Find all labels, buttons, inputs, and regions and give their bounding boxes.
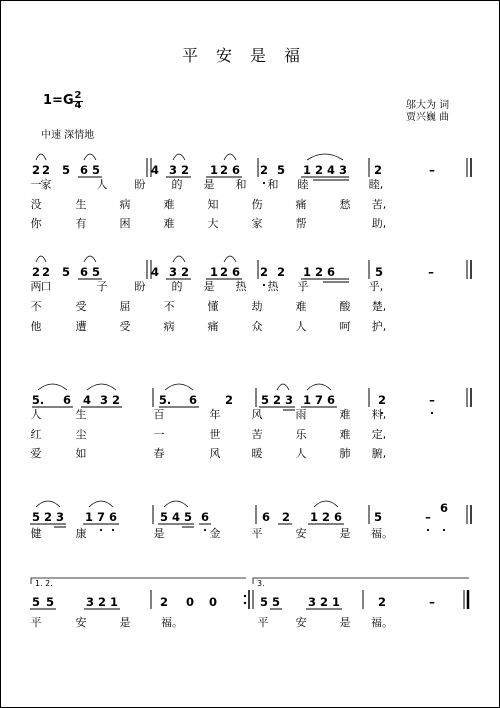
- lyric-syllable: 金: [209, 527, 221, 540]
- lyric-syllable: 平: [30, 616, 42, 629]
- lyric-syllable: 酸: [339, 300, 351, 313]
- note: 2: [219, 163, 229, 177]
- note: 2: [180, 265, 190, 279]
- note: 5: [276, 163, 286, 177]
- lyric-syllable: 口: [40, 280, 52, 293]
- lyric-syllable: 屈: [119, 300, 131, 313]
- note: 6: [79, 163, 89, 177]
- lyric-syllable: 是: [203, 178, 215, 191]
- lyric-syllable: 和: [235, 178, 247, 191]
- note: 2: [314, 163, 324, 177]
- song-title: 平安是福: [181, 46, 318, 65]
- note: 2: [314, 265, 324, 279]
- time-signature-bottom: 4: [74, 100, 82, 111]
- note: 5: [260, 393, 270, 407]
- lyric-syllable: 福。: [371, 527, 393, 540]
- lyric-syllable: 难: [295, 300, 307, 313]
- lyric-syllable: 福。: [371, 616, 393, 629]
- lyric-syllable: 春: [153, 447, 165, 460]
- lyric-syllable: 如: [75, 447, 87, 460]
- lyric-syllable: 乎,: [368, 280, 384, 293]
- note: 7: [314, 393, 324, 407]
- note: 1: [109, 595, 119, 609]
- note: 5: [271, 595, 281, 609]
- lyric-syllable: 年: [209, 408, 221, 421]
- note: 2: [224, 393, 234, 407]
- lyric-syllable: 人: [295, 320, 307, 333]
- lyric-syllable: 风: [209, 447, 221, 460]
- note: 2: [31, 265, 41, 279]
- lyric-syllable: 一: [153, 428, 165, 441]
- note: 3: [85, 595, 95, 609]
- lyric-syllable: 呵: [339, 320, 351, 333]
- note: 5: [61, 163, 71, 177]
- lyric-syllable: 定,: [371, 428, 387, 441]
- lyric-syllable: 人: [96, 178, 108, 191]
- lyric-syllable: 睦: [297, 178, 309, 191]
- note: 5: [31, 510, 41, 524]
- note: 6: [108, 510, 118, 524]
- lyric-syllable: 两: [30, 280, 42, 293]
- note: 2: [373, 163, 383, 177]
- lyric-syllable: 乎: [297, 280, 309, 293]
- volta-label-third: 3.: [257, 579, 265, 588]
- lyric-syllable: 他: [30, 320, 42, 333]
- note: 5: [31, 595, 41, 609]
- note: 6: [79, 265, 89, 279]
- lyric-syllable: 是: [119, 616, 131, 629]
- lyric-syllable: 不: [30, 300, 42, 313]
- lyric-syllable: 知: [207, 198, 219, 211]
- lyric-syllable: 安: [75, 616, 87, 629]
- note: 4: [326, 163, 336, 177]
- lyric-syllable: 愁: [339, 198, 351, 211]
- note: 2: [180, 163, 190, 177]
- note: 5: [374, 265, 384, 279]
- note: 6: [200, 510, 210, 524]
- note: 6: [188, 393, 198, 407]
- note: 3: [168, 265, 178, 279]
- lyric-syllable: 不: [163, 300, 175, 313]
- lyric-syllable: 盼: [134, 280, 146, 293]
- note: 1: [209, 265, 219, 279]
- lyric-syllable: 热: [235, 280, 247, 293]
- note: 1: [302, 393, 312, 407]
- note: 5: [373, 510, 383, 524]
- lyric-syllable: 暖: [251, 447, 263, 460]
- lyricist-credit: 邬大为 词: [406, 100, 450, 111]
- lyric-syllable: 遭: [75, 320, 87, 333]
- note: 2: [31, 163, 41, 177]
- note: 1: [302, 163, 312, 177]
- note: 5: [91, 265, 101, 279]
- lyric-syllable: 的: [171, 280, 183, 293]
- lyric-syllable: 健: [30, 527, 42, 540]
- lyric-syllable: 大: [207, 217, 219, 230]
- lyric-syllable: 没: [30, 198, 42, 211]
- lyric-syllable: 生: [75, 408, 87, 421]
- lyric-syllable: 痛: [295, 198, 307, 211]
- tempo-marking: 中速 深情地: [41, 130, 95, 141]
- lyric-syllable: 肺: [339, 447, 351, 460]
- lyric-syllable: 百: [153, 408, 165, 421]
- note: 2: [159, 595, 169, 609]
- note: –: [429, 163, 435, 177]
- note: 3: [99, 393, 109, 407]
- note: –: [429, 595, 435, 609]
- lyric-syllable: 众: [251, 320, 263, 333]
- time-signature-top: 2: [74, 90, 82, 101]
- note: 2: [321, 510, 331, 524]
- note: 5: [183, 510, 193, 524]
- note: 1: [331, 595, 341, 609]
- lyric-syllable: 病: [119, 198, 131, 211]
- lyric-syllable: 腑,: [371, 447, 387, 460]
- lyric-syllable: 安: [295, 616, 307, 629]
- note: 2: [272, 393, 282, 407]
- note: 1: [209, 163, 219, 177]
- note: 2: [276, 265, 286, 279]
- note: 5: [61, 265, 71, 279]
- lyric-syllable: 你: [30, 217, 42, 230]
- lyric-syllable: 护,: [371, 320, 387, 333]
- lyric-syllable: 帮: [295, 217, 307, 230]
- note: 2: [41, 265, 51, 279]
- lyric-syllable: 雨: [295, 408, 307, 421]
- note: 5.: [158, 393, 172, 407]
- lyric-syllable: 红: [30, 428, 42, 441]
- lyric-syllable: 人: [30, 408, 42, 421]
- lyric-syllable: 平: [251, 527, 263, 540]
- note: –: [425, 510, 431, 524]
- lyric-syllable: 爱: [30, 447, 42, 460]
- lyric-syllable: 家: [251, 217, 263, 230]
- note: 6: [326, 393, 336, 407]
- note: 6: [231, 265, 241, 279]
- note: 4: [171, 510, 181, 524]
- note: 2: [97, 595, 107, 609]
- composer-credit: 贾兴巍 曲: [406, 112, 450, 123]
- lyrics-layer: [1, 1, 499, 707]
- lyric-syllable: 盼: [134, 178, 146, 191]
- note: 1: [302, 265, 312, 279]
- note: 5.: [31, 393, 45, 407]
- lyric-syllable: 是: [153, 527, 165, 540]
- lyric-syllable: 乐: [295, 428, 307, 441]
- note: 4: [82, 393, 92, 407]
- lyric-syllable: 和: [267, 178, 279, 191]
- lyric-syllable: 难: [339, 408, 351, 421]
- note: 6: [231, 163, 241, 177]
- note: 2: [319, 595, 329, 609]
- lyric-syllable: 家: [40, 178, 52, 191]
- lyric-syllable: 的: [171, 178, 183, 191]
- note: 2: [43, 510, 53, 524]
- lyric-syllable: 困: [119, 217, 131, 230]
- note: 2: [377, 393, 387, 407]
- key-signature: 1=G: [43, 93, 74, 108]
- note: 1: [84, 510, 94, 524]
- note: 6: [261, 510, 271, 524]
- note: 3: [284, 393, 294, 407]
- note: 5: [259, 595, 269, 609]
- lyric-syllable: 助,: [371, 217, 387, 230]
- lyric-syllable: 痛: [207, 320, 219, 333]
- lyric-syllable: 难: [163, 217, 175, 230]
- lyric-syllable: 一: [30, 178, 42, 191]
- note: 2: [41, 163, 51, 177]
- note: 5: [45, 595, 55, 609]
- note: 5: [159, 510, 169, 524]
- note: 3: [338, 163, 348, 177]
- lyric-syllable: 有: [75, 217, 87, 230]
- lyric-syllable: 是: [339, 616, 351, 629]
- note: 3: [55, 510, 65, 524]
- lyric-syllable: 伤: [251, 198, 263, 211]
- note: 6: [439, 501, 449, 515]
- note: 0: [185, 595, 195, 609]
- note: 3: [168, 163, 178, 177]
- lyric-syllable: 受: [119, 320, 131, 333]
- note: 2: [219, 265, 229, 279]
- lyric-syllable: 难: [163, 198, 175, 211]
- note: 2: [377, 595, 387, 609]
- note: 1: [309, 510, 319, 524]
- lyric-syllable: 康: [75, 527, 87, 540]
- note: 6: [326, 265, 336, 279]
- note: 7: [96, 510, 106, 524]
- lyric-syllable: 热: [267, 280, 279, 293]
- note: 4: [150, 265, 160, 279]
- note: –: [428, 265, 434, 279]
- note: 2: [111, 393, 121, 407]
- lyric-syllable: 劫: [251, 300, 263, 313]
- lyric-syllable: 生: [75, 198, 87, 211]
- note: 0: [208, 595, 218, 609]
- note: 2: [281, 510, 291, 524]
- lyric-syllable: 子: [96, 280, 108, 293]
- volta-label-first: 1. 2.: [35, 579, 53, 588]
- lyric-syllable: 尘: [75, 428, 87, 441]
- lyric-syllable: 福。: [161, 616, 183, 629]
- lyric-syllable: 难: [339, 428, 351, 441]
- lyric-syllable: 安: [295, 527, 307, 540]
- lyric-syllable: 世: [209, 428, 221, 441]
- lyric-syllable: 受: [75, 300, 87, 313]
- note: 3: [307, 595, 317, 609]
- lyric-syllable: 人: [295, 447, 307, 460]
- lyric-syllable: 睦,: [368, 178, 384, 191]
- note: –: [429, 393, 435, 407]
- lyric-syllable: 料,: [371, 408, 387, 421]
- note: 2: [259, 163, 269, 177]
- note: 6: [62, 393, 72, 407]
- lyric-syllable: 病: [163, 320, 175, 333]
- lyric-syllable: 苦,: [371, 198, 387, 211]
- note: 6: [333, 510, 343, 524]
- note: 4: [150, 163, 160, 177]
- lyric-syllable: 是: [203, 280, 215, 293]
- lyric-syllable: 楚,: [371, 300, 387, 313]
- lyric-syllable: 懂: [207, 300, 219, 313]
- note: 2: [259, 265, 269, 279]
- note: 5: [91, 163, 101, 177]
- lyric-syllable: 风: [251, 408, 263, 421]
- lyric-syllable: 苦: [251, 428, 263, 441]
- lyric-syllable: 平: [257, 616, 269, 629]
- lyric-syllable: 是: [339, 527, 351, 540]
